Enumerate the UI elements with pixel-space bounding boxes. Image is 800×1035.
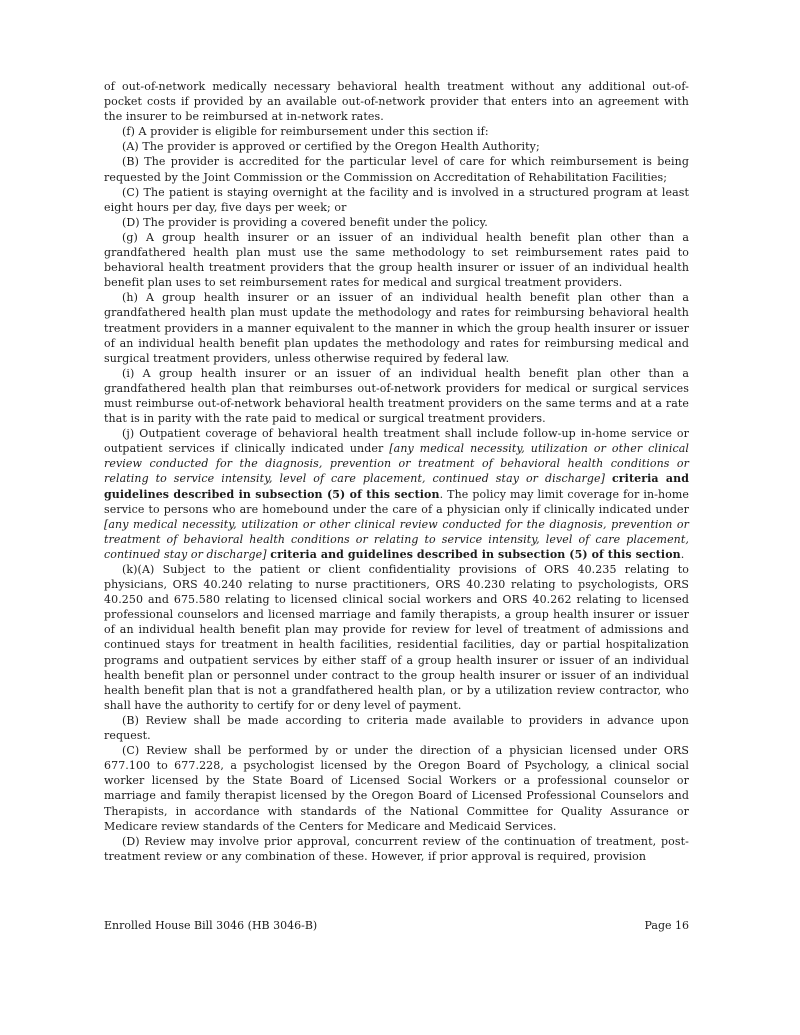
document-body (104, 79, 689, 864)
paragraph (104, 366, 689, 426)
paragraph (104, 290, 689, 365)
paragraph (104, 79, 689, 124)
text-segment (605, 472, 612, 485)
paragraph (104, 215, 689, 230)
text-segment: (g) A group health insurer or an issuer of an individual health benefit plan other than a grandfathered health plan must use the same methodology to set reimbursement rates paid to behavioral health treatment providers that the group health insurer or issuer of an individual health benefit plan uses to set reimbursement rates for medical and surgical treatment providers. (104, 230, 689, 290)
paragraph (104, 562, 689, 713)
paragraph (104, 426, 689, 562)
text-segment: (D) Review may involve prior approval, concurrent review of the continuation of treatment, post-treatment review or any combination of these. However, if prior approval is required, provision (104, 834, 689, 863)
text-segment: (D) The provider is providing a covered benefit under the policy. (122, 215, 488, 229)
text-segment: (k)(A) Subject to the patient or client confidentiality provisions of ORS 40.235 relating to physicians, ORS 40.240 relating to nurse practitioners, ORS 40.230 relating to psychologists, ORS 40.250 and 675.580 relating to licensed clinical social workers and ORS 40.262 relating to licensed professional counselors and licensed marriage and family therapists, a group health insurer or issuer of an individual health benefit plan may provide for review for level of treatment of admissions and continued stays for treatment in health facilities, residential facilities, day or partial hospitalization programs and outpatient services by either staff of a group health insurer or issuer of an individual health benefit plan or personnel under contract to the group health insurer or issuer of an individual health benefit plan that is not a grandfathered health plan, or by a utilization review contractor, who shall have the authority to certify for or deny level of payment. (104, 563, 689, 712)
paragraph (104, 185, 689, 215)
paragraph (104, 139, 689, 154)
text-segment: (f) A provider is eligible for reimbursement under this section if: (122, 125, 489, 139)
text-segment: (C) The patient is staying overnight at the facility and is involved in a structured program at least eight hours per day, five days per week; or (104, 185, 689, 214)
text-segment: (C) Review shall be performed by or under the direction of a physician licensed under ORS 677.100 to 677.228, a psychologist licensed by the Oregon Board of Psychology, a clinical social worker licensed by the State Board of Licensed Social Workers or a professional counselor or marriage and family therapist licensed by the Oregon Board of Licensed Professional Counselors and Therapists, in accordance with standards of the National Committee for Quality Assurance or Medicare review standards of the Centers for Medicare and Medicaid Services. (104, 744, 689, 833)
text-segment: (A) The provider is approved or certified by the Oregon Health Authority; (122, 140, 540, 154)
text-segment: [any medical necessity, utilization or other clinical review conducted for the diagnosis, prevention or treatment of behavioral health conditions or relating to service intensity, level of care placement, continued stay or discharge] (104, 517, 689, 561)
text-segment: (j) Outpatient coverage of behavioral health treatment shall include follow-up in-home service or outpatient services if clinically indicated under (104, 427, 689, 456)
text-segment: [any medical necessity, utilization or other clinical review conducted for the diagnosis, prevention or treatment of behavioral health conditions or relating to service intensity, level of care placement, continued stay or discharge] (104, 442, 689, 486)
paragraph (104, 743, 689, 834)
paragraph (104, 713, 689, 743)
paragraph (104, 124, 689, 139)
footer-page-number: Page 16 (644, 919, 689, 932)
paragraph (104, 154, 689, 184)
text-segment: (B) The provider is accredited for the particular level of care for which reimbursement is being requested by the Joint Commission or the Commission on Accreditation of Rehabilitation Facilities; (104, 155, 689, 184)
text-segment: (h) A group health insurer or an issuer of an individual health benefit plan other than a grandfathered health plan must update the methodology and rates for reimbursing behavioral health treatment providers in a manner equivalent to the manner in which the group health insurer or issuer of an individual health benefit plan updates the methodology and rates for reimbursing medical and surgical treatment providers, unless otherwise required by federal law. (104, 291, 689, 365)
text-segment: (i) A group health insurer or an issuer of an individual health benefit plan other than a grandfathered health plan that reimburses out-of-network providers for medical or surgical services must reimburse out-of-network behavioral health treatment providers on the same terms and at a rate that is in parity with the rate paid to medical or surgical treatment providers. (104, 366, 689, 426)
footer-bill-title: Enrolled House Bill 3046 (HB 3046-B) (104, 919, 318, 932)
text-segment: criteria and guidelines described in subsection (5) of this section (270, 547, 681, 561)
text-segment: . (680, 547, 685, 561)
paragraph (104, 230, 689, 290)
text-segment: of out-of-network medically necessary behavioral health treatment without any additional out-of-pocket costs if provided by an available out-of-network provider that enters into an agreement with the insurer to be reimbursed at in-network rates. (104, 80, 689, 124)
text-segment: (B) Review shall be made according to criteria made available to providers in advance upon request. (104, 713, 689, 743)
text-segment: . The policy may limit coverage for in-home service to persons who are homebound under the care of a physician only if clinically indicated under (104, 487, 690, 516)
text-segment: criteria and guidelines described in subsection (5) of this section (104, 472, 689, 501)
paragraph (104, 834, 689, 864)
page-footer (104, 918, 689, 933)
